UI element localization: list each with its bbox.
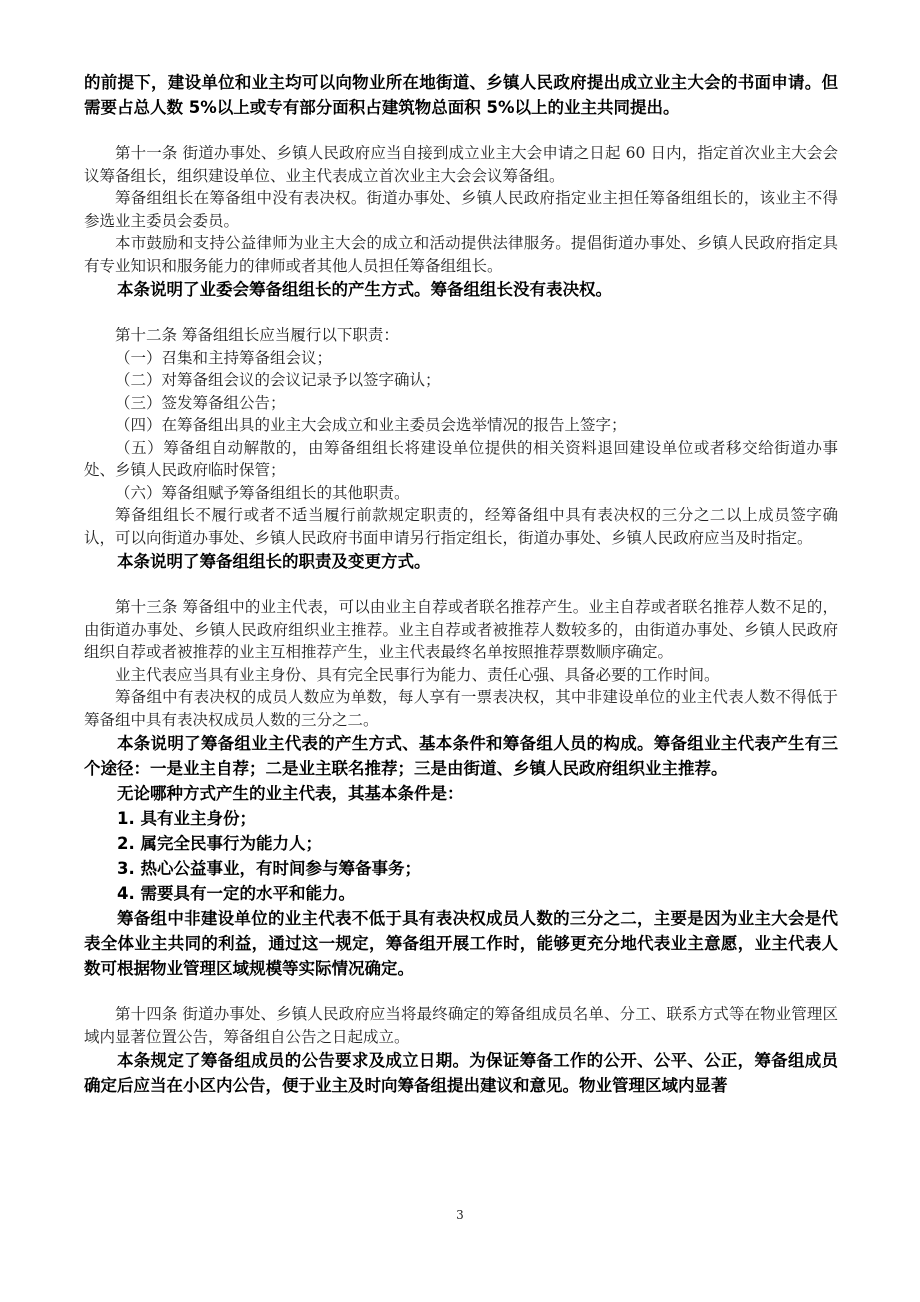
paragraph-gap [84,574,838,596]
article-paragraph: 第十一条 街道办事处、乡镇人民政府应当自接到成立业主大会申请之日起 60 日内，指定首次业主大会会议筹备组长，组织建设单位、业主代表成立首次业主大会会议筹备组。 [84,144,838,185]
article-paragraph: 业主代表应当具有业主身份、具有完全民事行为能力、责任心强、具备必要的工作时间。 [115,665,720,684]
commentary-paragraph: 2. 属完全民事行为能力人； [117,834,322,853]
article-paragraph: 本市鼓励和支持公益律师为业主大会的成立和活动提供法律服务。提倡街道办事处、乡镇人民政府指定具有专业知识和服务能力的律师或者其他人员担任筹备组组长。 [84,234,838,275]
commentary-paragraph: 的前提下，建设单位和业主均可以向物业所在地街道、乡镇人民政府提出成立业主大会的书面申请。但需要占总人数 5%以上或专有部分面积占建筑物总面积 5%以上的业主共同提出。 [84,73,838,117]
article-paragraph: 第十二条 筹备组组长应当履行以下职责： [115,326,399,344]
article-paragraph: 筹备组组长在筹备组中没有表决权。街道办事处、乡镇人民政府指定业主担任筹备组组长的，该业主不得参选业主委员会委员。 [84,189,838,230]
article-paragraph: （三）签发筹备组公告； [115,393,286,412]
commentary-paragraph: 本条说明了业委会筹备组组长的产生方式。筹备组组长没有表决权。 [117,280,612,299]
commentary-paragraph: 本条说明了筹备组组长的职责及变更方式。 [117,552,431,571]
paragraph-gap [84,302,838,324]
commentary-paragraph: 筹备组中非建设单位的业主代表不低于具有表决权成员人数的三分之二，主要是因为业主大会是代表全体业主共同的利益，通过这一规定，筹备组开展工作时，能够更充分地代表业主意愿，业主代表人数可根据物业管理区域规模等实际情况确定。 [84,909,838,978]
commentary-paragraph: 本条说明了筹备组业主代表的产生方式、基本条件和筹备组人员的构成。筹备组业主代表产生有三个途径：一是业主自荐；二是业主联名推荐；三是由街道、乡镇人民政府组织业主推荐。 [84,734,838,778]
commentary-paragraph: 本条规定了筹备组成员的公告要求及成立日期。为保证筹备工作的公开、公平、公正，筹备组成员确定后应当在小区内公告，便于业主及时向筹备组提出建议和意见。物业管理区域内显著 [84,1051,838,1095]
article-paragraph: （二）对筹备组会议的会议记录予以签字确认； [115,371,441,389]
article-paragraph: （五）筹备组自动解散的，由筹备组组长将建设单位提供的相关资料退回建设单位或者移交给街道办事处、乡镇人民政府临时保管； [84,438,838,479]
commentary-paragraph: 4. 需要具有一定的水平和能力。 [117,884,355,903]
paragraph-gap [84,120,838,142]
commentary-paragraph: 无论哪种方式产生的业主代表，其基本条件是： [117,784,464,803]
paragraph-gap [84,981,838,1003]
document-body [84,70,838,1098]
article-paragraph: 筹备组中有表决权的成员人数应为单数，每人享有一票表决权，其中非建设单位的业主代表人数不得低于筹备组中具有表决权成员人数的三分之二。 [84,688,838,729]
article-paragraph: （一）召集和主持筹备组会议； [115,348,333,367]
article-paragraph: 第十四条 街道办事处、乡镇人民政府应当将最终确定的筹备组成员名单、分工、联系方式等在物业管理区域内显著位置公告，筹备组自公告之日起成立。 [84,1005,838,1046]
article-paragraph: （四）在筹备组出具的业主大会成立和业主委员会选举情况的报告上签字； [115,416,627,434]
commentary-paragraph: 1. 具有业主身份； [117,809,256,828]
commentary-paragraph: 3. 热心公益事业，有时间参与筹备事务； [117,859,421,878]
article-paragraph: （六）筹备组赋予筹备组组长的其他职责。 [115,483,410,502]
article-paragraph: 筹备组组长不履行或者不适当履行前款规定职责的，经筹备组中具有表决权的三分之二以上成员签字确认，可以向街道办事处、乡镇人民政府书面申请另行指定组长，街道办事处、乡镇人民政府应当及时指定。 [84,506,838,547]
page-number: 3 [456,1208,464,1222]
article-paragraph: 第十三条 筹备组中的业主代表，可以由业主自荐或者联名推荐产生。业主自荐或者联名推荐人数不足的，由街道办事处、乡镇人民政府组织业主推荐。业主自荐或者被推荐人数较多的，由街道办事处、乡镇人民政府组织自荐或者被推荐的业主互相推荐产生，业主代表最终名单按照推荐票数顺序确定。 [84,598,838,661]
